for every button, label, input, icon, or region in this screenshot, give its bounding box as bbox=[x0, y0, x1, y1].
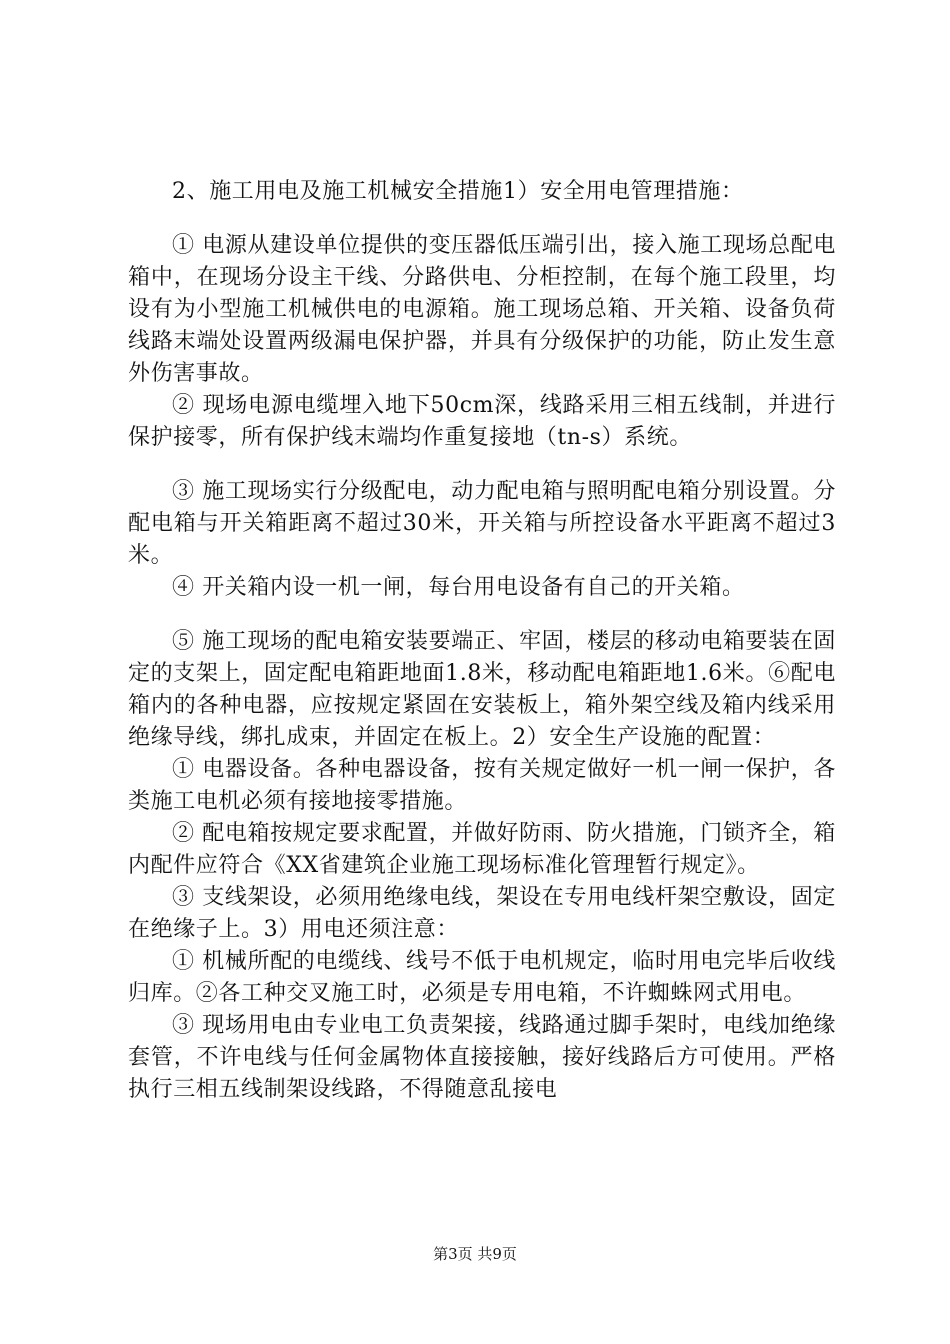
paragraph-graded-distribution: ③ 施工现场实行分级配电，动力配电箱与照明配电箱分别设置。分配电箱与开关箱距离不超过30米，开关箱与所控设备水平距离不超过3米。 bbox=[128, 479, 836, 568]
paragraph-machine-cables: ① 机械所配的电缆线、线号不低于电机规定，临时用电完毕后收线归库。②各工种交叉施工时，必须是专用电箱，不许蜘蛛网式用电。 bbox=[128, 949, 836, 1006]
document-body bbox=[128, 176, 836, 1106]
paragraph-box-installation: ⑤ 施工现场的配电箱安装要端正、牢固，楼层的移动电箱要装在固定的支架上，固定配电箱距地面1.8米，移动配电箱距地1.6米。⑥配电箱内的各种电器，应按规定紧固在安装板上，箱外架空线及箱内线采用绝缘导线，绑扎成束，并固定在板上。2）安全生产设施的配置： bbox=[128, 629, 836, 750]
paragraph-distribution-box-config: ② 配电箱按规定要求配置，并做好防雨、防火措施，门锁齐全，箱内配件应符合《XX省建筑企业施工现场标准化管理暂行规定》。 bbox=[128, 821, 836, 878]
paragraph-power-source: ① 电源从建设单位提供的变压器低压端引出，接入施工现场总配电箱中，在现场分设主干线、分路供电、分柜控制，在每个施工段里，均设有为小型施工机械供电的电源箱。施工现场总箱、开关箱、设备负荷线路末端处设置两级漏电保护器，并具有分级保护的功能，防止发生意外伤害事故。 bbox=[128, 233, 836, 386]
paragraph-electrical-equipment: ① 电器设备。各种电器设备，按有关规定做好一机一闸一保护，各类施工电机必须有接地接零措施。 bbox=[128, 757, 836, 814]
paragraph-electrician-wiring: ③ 现场用电由专业电工负责架接，线路通过脚手架时，电线加绝缘套管，不许电线与任何金属物体直接接触，接好线路后方可使用。严格执行三相五线制架设线路，不得随意乱接电 bbox=[128, 1013, 836, 1102]
page-number-footer: 第3页 共9页 bbox=[433, 1245, 517, 1263]
paragraph-cable-burial: ② 现场电源电缆埋入地下50cm深，线路采用三相五线制，并进行保护接零，所有保护线末端均作重复接地（tn-s）系统。 bbox=[128, 393, 836, 450]
section-heading: 2、施工用电及施工机械安全措施1）安全用电管理措施： bbox=[172, 179, 744, 204]
paragraph-switch-box: ④ 开关箱内设一机一闸，每台用电设备有自己的开关箱。 bbox=[172, 575, 745, 600]
paragraph-branch-line: ③ 支线架设，必须用绝缘电线，架设在专用电线杆架空敷设，固定在绝缘子上。3）用电还须注意： bbox=[128, 885, 836, 942]
